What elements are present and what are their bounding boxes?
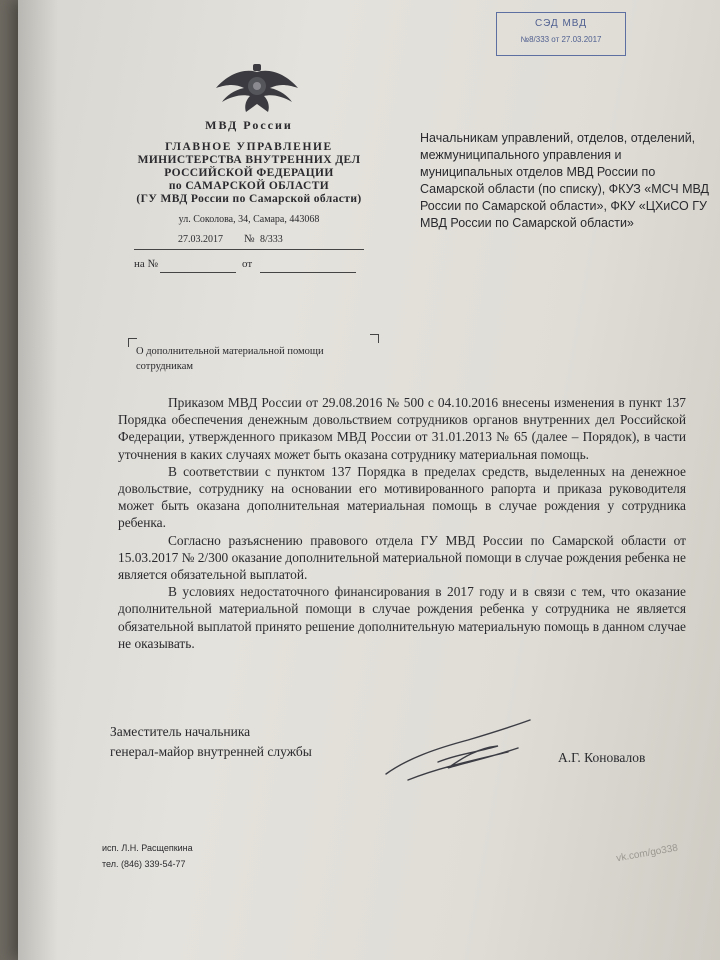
signatory-name: А.Г. Коновалов bbox=[558, 750, 646, 765]
registration-stamp bbox=[496, 12, 626, 56]
reference-number-blank bbox=[160, 272, 236, 273]
signatory-position bbox=[110, 722, 312, 762]
reference-date-blank bbox=[260, 272, 356, 273]
reference-date-label: от bbox=[242, 258, 253, 270]
org-line: по САМАРСКОЙ ОБЛАСТИ bbox=[168, 180, 330, 192]
org-line: МИНИСТЕРСТВА ВНУТРЕННИХ ДЕЛ bbox=[137, 154, 361, 166]
body-paragraph: Приказом МВД России от 29.08.2016 № 500 с 04.10.2016 внесены изменения в пункт 137 Порядка обеспечения денежным довольствием сотрудников органов внутренних дел Российской Федерации, утвержденного приказом МВД России от 31.01.2013 № 65 (далее – Порядок), в части уточнения в каких случаях может быть оказана сотруднику материальная помощь. bbox=[118, 395, 686, 462]
underline bbox=[134, 249, 364, 250]
body-paragraph: В условиях недостаточного финансирования в 2017 году и в связи с тем, что оказание дополнительной материальной помощи в случае рождения ребенка у сотрудника не является обязательной выплатой принято решение дополнительную материальную помощь в данном случае не оказывать. bbox=[118, 584, 686, 651]
document-number: 8/333 bbox=[260, 234, 283, 245]
executor-info bbox=[102, 840, 193, 872]
ministry-short-name: МВД России bbox=[205, 118, 293, 132]
letter-body bbox=[118, 394, 686, 652]
stamp-title: СЭД МВД bbox=[534, 18, 588, 29]
watermark-text: vk.com/go338 bbox=[615, 842, 679, 865]
stamp-number: №8/333 от 27.03.2017 bbox=[520, 35, 602, 44]
body-paragraph: В соответствии с пунктом 137 Порядка в пределах средств, выделенных на денежное довольствие, сотруднику на основании его мотивированного рапорта и приказа руководителя может быть оказана дополнительная материальная помощь в случае рождения у сотрудника ребенка. bbox=[118, 463, 686, 531]
org-line: ГЛАВНОЕ УПРАВЛЕНИЕ bbox=[165, 141, 333, 153]
body-paragraph: Согласно разъяснению правового отдела ГУ МВД России по Самарской области от 15.03.2017 № 2/300 оказание дополнительной материальной помощи в случае рождения ребенка не является обязательной выплатой. bbox=[118, 532, 686, 583]
subject-line: О дополнительной материальной помощи сотрудникам bbox=[136, 346, 324, 372]
org-address: ул. Соколова, 34, Самара, 443068 bbox=[178, 214, 320, 225]
organization-header bbox=[108, 118, 390, 225]
handwritten-signature bbox=[378, 708, 538, 788]
page-shadow bbox=[18, 0, 58, 960]
document-date: 27.03.2017 bbox=[178, 234, 223, 245]
number-label: № bbox=[244, 233, 255, 245]
reference-number-label: на № bbox=[134, 258, 159, 270]
document-page bbox=[18, 0, 720, 960]
org-line: (ГУ МВД России по Самарской области) bbox=[136, 193, 362, 205]
reference-line bbox=[134, 258, 364, 276]
executor-phone: тел. (846) 339-54-77 bbox=[102, 859, 186, 869]
addressee-block: Начальникам управлений, отделов, отделений, межмуниципального управления и муниципальных отделов МВД России по Самарской области (по списку), ФКУЗ «МСЧ МВД России по Самарской области», ФКУ «ЦХиСО ГУ МВД России по Самарской области» bbox=[420, 131, 710, 230]
position-line: Заместитель начальника bbox=[110, 724, 251, 739]
subject-bracket-right bbox=[370, 334, 379, 343]
org-line: РОССИЙСКОЙ ФЕДЕРАЦИИ bbox=[164, 167, 334, 179]
rank-line: генерал-майор внутренней службы bbox=[110, 744, 312, 759]
eagle-emblem-icon bbox=[214, 62, 300, 118]
executor-name: исп. Л.Н. Расщепкина bbox=[102, 843, 193, 853]
outgoing-date-number bbox=[134, 234, 364, 252]
